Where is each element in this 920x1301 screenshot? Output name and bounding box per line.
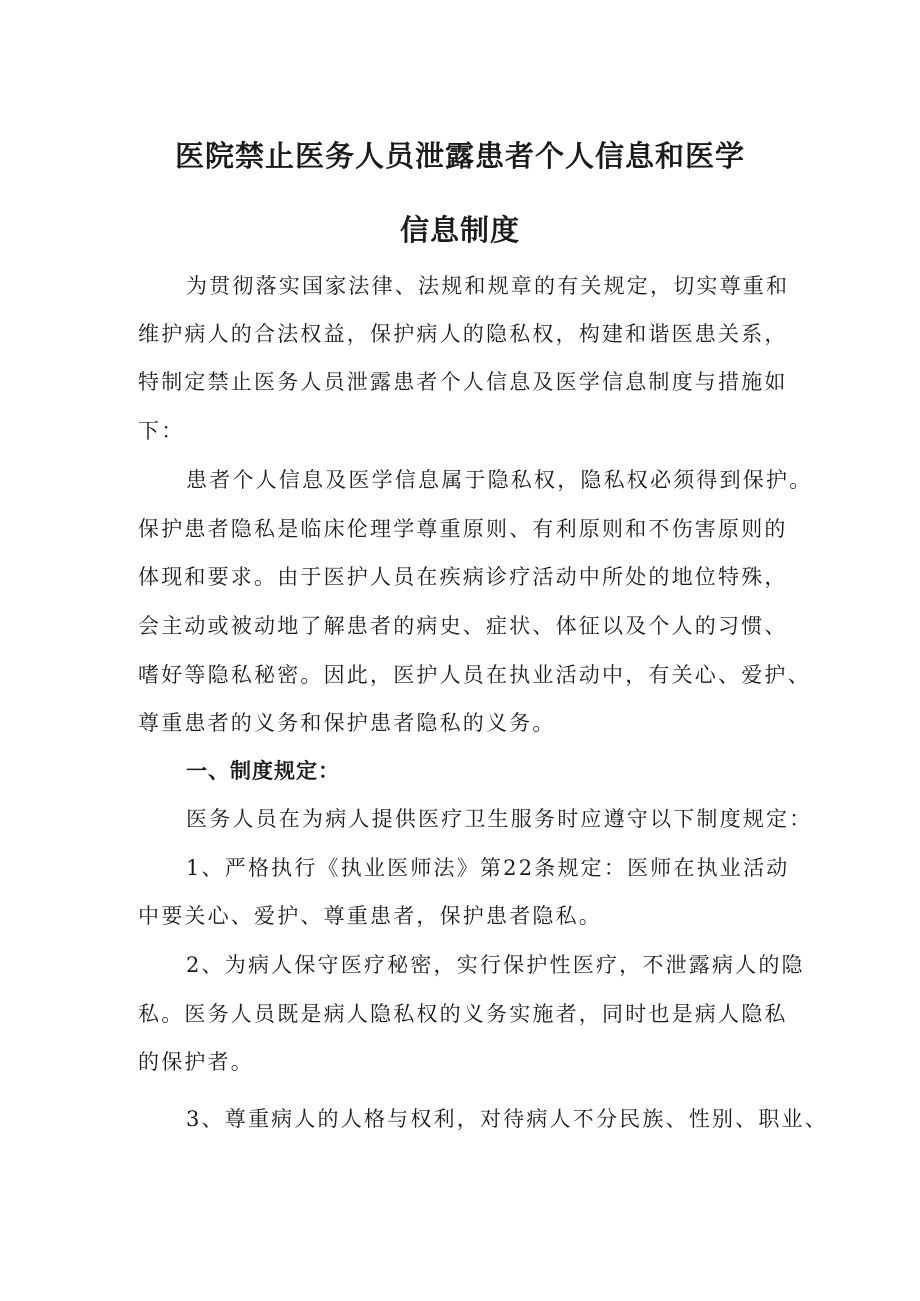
item-2-line-1: 2、为病人保守医疗秘密，实行保护性医疗，不泄露病人的隐	[186, 953, 805, 977]
intro-line-4: 下：	[138, 419, 185, 443]
item-3-line-1: 3、尊重病人的人格与权利，对待病人不分民族、性别、职业、	[186, 1107, 828, 1131]
section-1-intro: 医务人员在为病人提供医疗卫生服务时应遵守以下制度规定：	[186, 807, 813, 831]
para2-line-4: 会主动或被动地了解患者的病史、症状、体征以及个人的习惯、	[138, 614, 788, 638]
para2-line-5: 嗜好等隐私秘密。因此，医护人员在执业活动中，有关心、爱护、	[138, 663, 811, 687]
para2-line-2: 保护患者隐私是临床伦理学尊重原则、有利原则和不伤害原则的	[138, 517, 788, 541]
intro-line-2: 维护病人的合法权益，保护病人的隐私权，构建和谐医患关系，	[138, 322, 788, 346]
item-1-line-1: 1、严格执行《执业医师法》第22条规定：医师在执业活动	[186, 856, 790, 880]
intro-line-1: 为贯彻落实国家法律、法规和规章的有关规定，切实尊重和	[186, 274, 790, 298]
item-2-line-3: 的保护者。	[138, 1050, 254, 1074]
para2-line-6: 尊重患者的义务和保护患者隐私的义务。	[138, 711, 556, 735]
item-1-line-2: 中要关心、爱护、尊重患者，保护患者隐私。	[138, 904, 602, 928]
item-2-line-2: 私。医务人员既是病人隐私权的义务实施者，同时也是病人隐私	[138, 1002, 788, 1026]
intro-line-3: 特制定禁止医务人员泄露患者个人信息及医学信息制度与措施如	[138, 370, 788, 394]
document-title-line-1: 医院禁止医务人员泄露患者个人信息和医学	[174, 139, 745, 173]
section-1-heading: 一、制度规定：	[186, 759, 340, 783]
document-title-line-2: 信息制度	[399, 213, 520, 247]
para2-line-1: 患者个人信息及医学信息属于隐私权，隐私权必须得到保护。	[186, 468, 813, 492]
para2-line-3: 体现和要求。由于医护人员在疾病诊疗活动中所处的地位特殊，	[138, 565, 788, 589]
